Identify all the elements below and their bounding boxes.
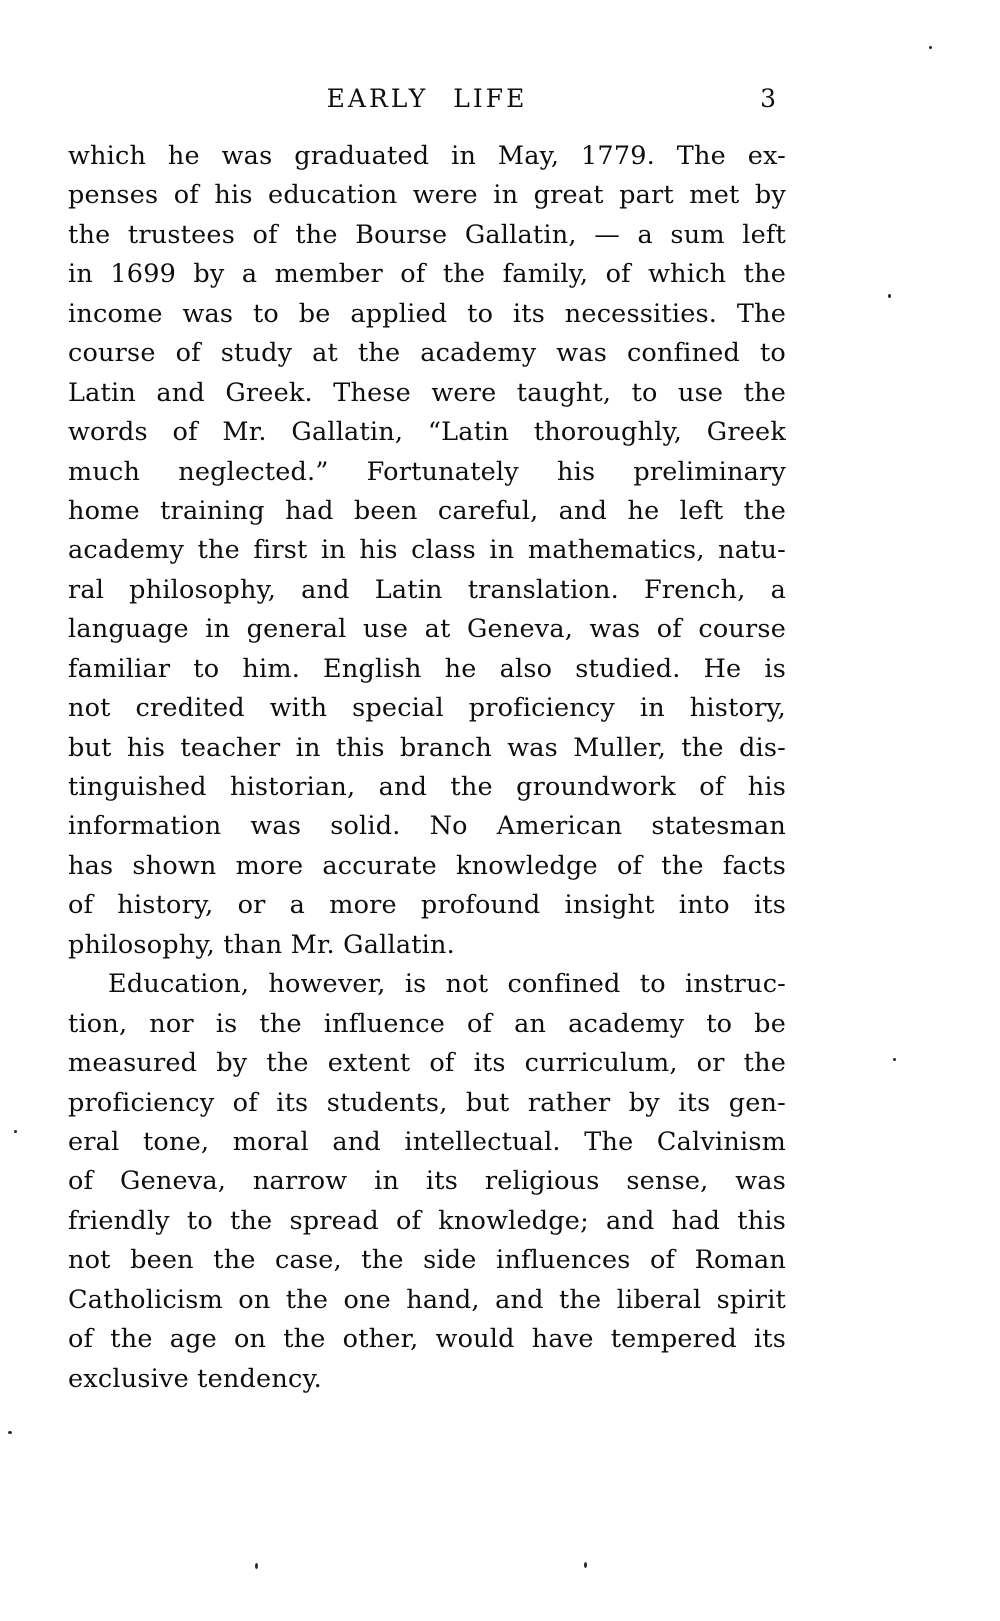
text-line: home training had been careful, and he left the	[68, 495, 786, 526]
text-line: Catholicism on the one hand, and the liberal spirit	[68, 1284, 786, 1315]
scan-speck	[8, 1431, 12, 1434]
text-line: tion, nor is the influence of an academy to be	[68, 1008, 786, 1039]
text-line: tinguished historian, and the groundwork of his	[68, 772, 786, 802]
running-header	[68, 84, 786, 118]
text-line: proficiency of its students, but rather by its gen-	[68, 1087, 786, 1118]
text-line: not been the case, the side influences of Roman	[68, 1245, 786, 1276]
text-line: language in general use at Geneva, was of course	[68, 614, 786, 645]
text-line: familiar to him. English he also studied. He is	[68, 653, 786, 684]
text-line: not credited with special proficiency in history,	[68, 693, 786, 724]
text-line: of history, or a more profound insight into its	[68, 890, 786, 921]
text-line: has shown more accurate knowledge of the facts	[68, 850, 786, 881]
body-text	[68, 137, 786, 1399]
text-line: penses of his education were in great part met by	[68, 180, 786, 211]
page-number: 3	[760, 84, 776, 113]
text-line: but his teacher in this branch was Muller, the dis-	[68, 732, 786, 763]
text-line: Education, however, is not confined to instruc-	[108, 969, 786, 1000]
scan-speck	[929, 46, 932, 49]
text-line: of Geneva, narrow in its religious sense, was	[68, 1166, 786, 1197]
text-line: course of study at the academy was confined to	[68, 338, 786, 369]
text-line: of the age on the other, would have tempered its	[68, 1324, 786, 1355]
text-line: philosophy, than Mr. Gallatin.	[68, 929, 455, 960]
text-line: much neglected.” Fortunately his preliminary	[68, 456, 786, 487]
text-line: friendly to the spread of knowledge; and had this	[68, 1205, 786, 1236]
text-line: words of Mr. Gallatin, “Latin thoroughly, Greek	[68, 417, 786, 448]
scan-speck	[893, 1058, 896, 1061]
text-line: the trustees of the Bourse Gallatin, — a sum left	[68, 219, 786, 250]
text-line: income was to be applied to its necessities. The	[68, 298, 786, 329]
text-line: eral tone, moral and intellectual. The Calvinism	[68, 1126, 786, 1157]
text-line: ral philosophy, and Latin translation. French, a	[68, 574, 786, 605]
scan-speck	[255, 1563, 258, 1569]
text-line: in 1699 by a member of the family, of which the	[68, 259, 786, 290]
text-line: Latin and Greek. These were taught, to use the	[68, 377, 786, 408]
text-line: measured by the extent of its curriculum, or the	[68, 1048, 786, 1079]
text-line: exclusive tendency.	[68, 1363, 322, 1394]
scan-speck	[14, 1130, 17, 1133]
scan-speck	[584, 1562, 587, 1568]
text-line: which he was graduated in May, 1779. The ex-	[68, 141, 786, 171]
text-line: information was solid. No American statesman	[68, 811, 786, 842]
text-line: academy the first in his class in mathematics, natu-	[68, 535, 786, 566]
page-title: EARLY LIFE	[326, 84, 528, 113]
scan-speck	[888, 294, 891, 298]
